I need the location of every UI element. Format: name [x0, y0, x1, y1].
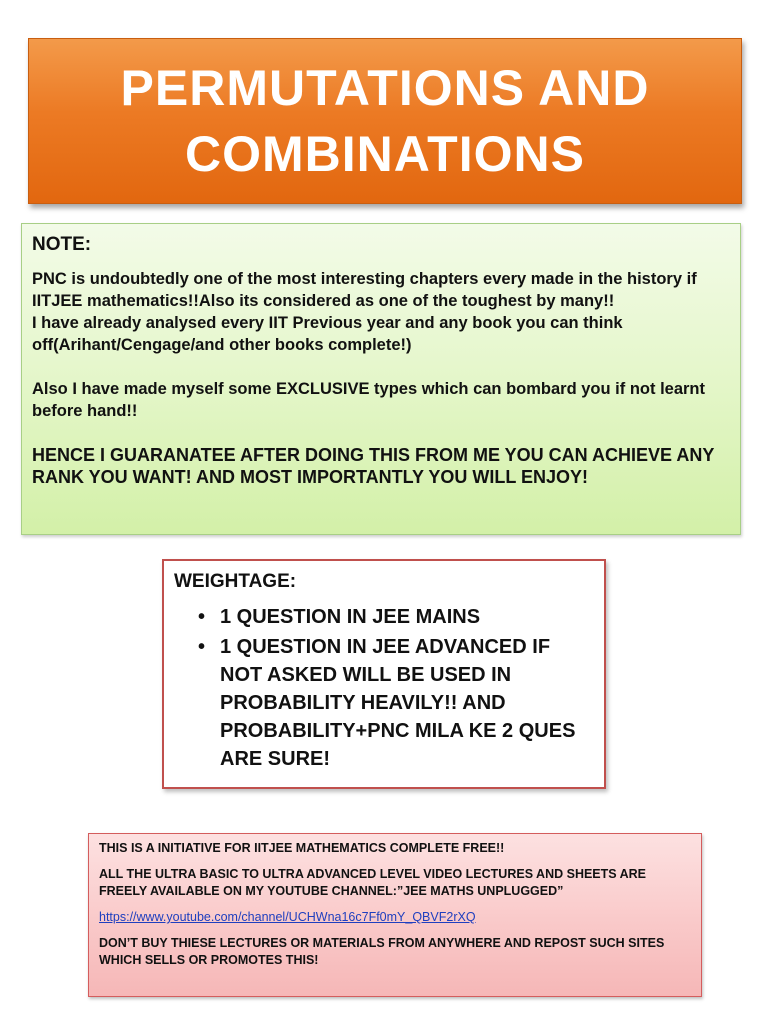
youtube-link[interactable]: https://www.youtube.com/channel/UCHWna16c7Ff0mY_QBVF2rXQ	[99, 910, 476, 924]
weightage-item-1: 1 QUESTION IN JEE MAINS	[220, 606, 481, 628]
note-paragraph-3: Also I have made myself some EXCLUSIVE types which can bombard you if not learnt before hand!!	[32, 380, 706, 420]
title-banner	[28, 38, 742, 204]
note-paragraph-2: I have already analysed every IIT Previous year and any book you can think off(Arihant/Cengage/and other books complete!)	[32, 314, 623, 354]
note-guarantee: HENCE I GUARANATEE AFTER DOING THIS FROM ME YOU CAN ACHIEVE ANY RANK YOU WANT! AND MOST IMPORTANTLY YOU WILL ENJOY!	[32, 445, 715, 487]
title-line-2: COMBINATIONS	[185, 126, 585, 182]
note-heading: NOTE:	[32, 234, 92, 255]
weightage-list	[174, 603, 594, 773]
list-item	[174, 603, 594, 631]
weightage-heading: WEIGHTAGE:	[174, 571, 297, 592]
bullet-icon: •	[198, 636, 206, 658]
weightage-item-2: 1 QUESTION IN JEE ADVANCED IF NOT ASKED WILL BE USED IN PROBABILITY HEAVILY!! AND PROBABILITY+PNC MILA KE 2 QUES ARE SURE!	[220, 636, 576, 770]
weightage-box	[162, 559, 606, 789]
footer-initiative: THIS IS A INITIATIVE FOR IITJEE MATHEMATICS COMPLETE FREE!!	[99, 841, 505, 855]
footer-warning: DON’T BUY THIESE LECTURES OR MATERIALS FROM ANYWHERE AND REPOST SUCH SITES WHICH SELLS OR PROMOTES THIS!	[99, 936, 665, 967]
footer-channel-info: ALL THE ULTRA BASIC TO ULTRA ADVANCED LEVEL VIDEO LECTURES AND SHEETS ARE FREELY AVAILABLE ON MY YOUTUBE CHANNEL:”JEE MATHS UNPLUGGED”	[99, 867, 647, 898]
note-box	[21, 223, 741, 535]
note-paragraph-1: PNC is undoubtedly one of the most interesting chapters every made in the history if IITJEE mathematics!!Also its considered as one of the toughest by many!!	[32, 270, 697, 310]
footer-box	[88, 833, 702, 997]
bullet-icon: •	[198, 606, 206, 628]
title-line-1: PERMUTATIONS AND	[120, 60, 650, 116]
list-item	[174, 633, 594, 773]
